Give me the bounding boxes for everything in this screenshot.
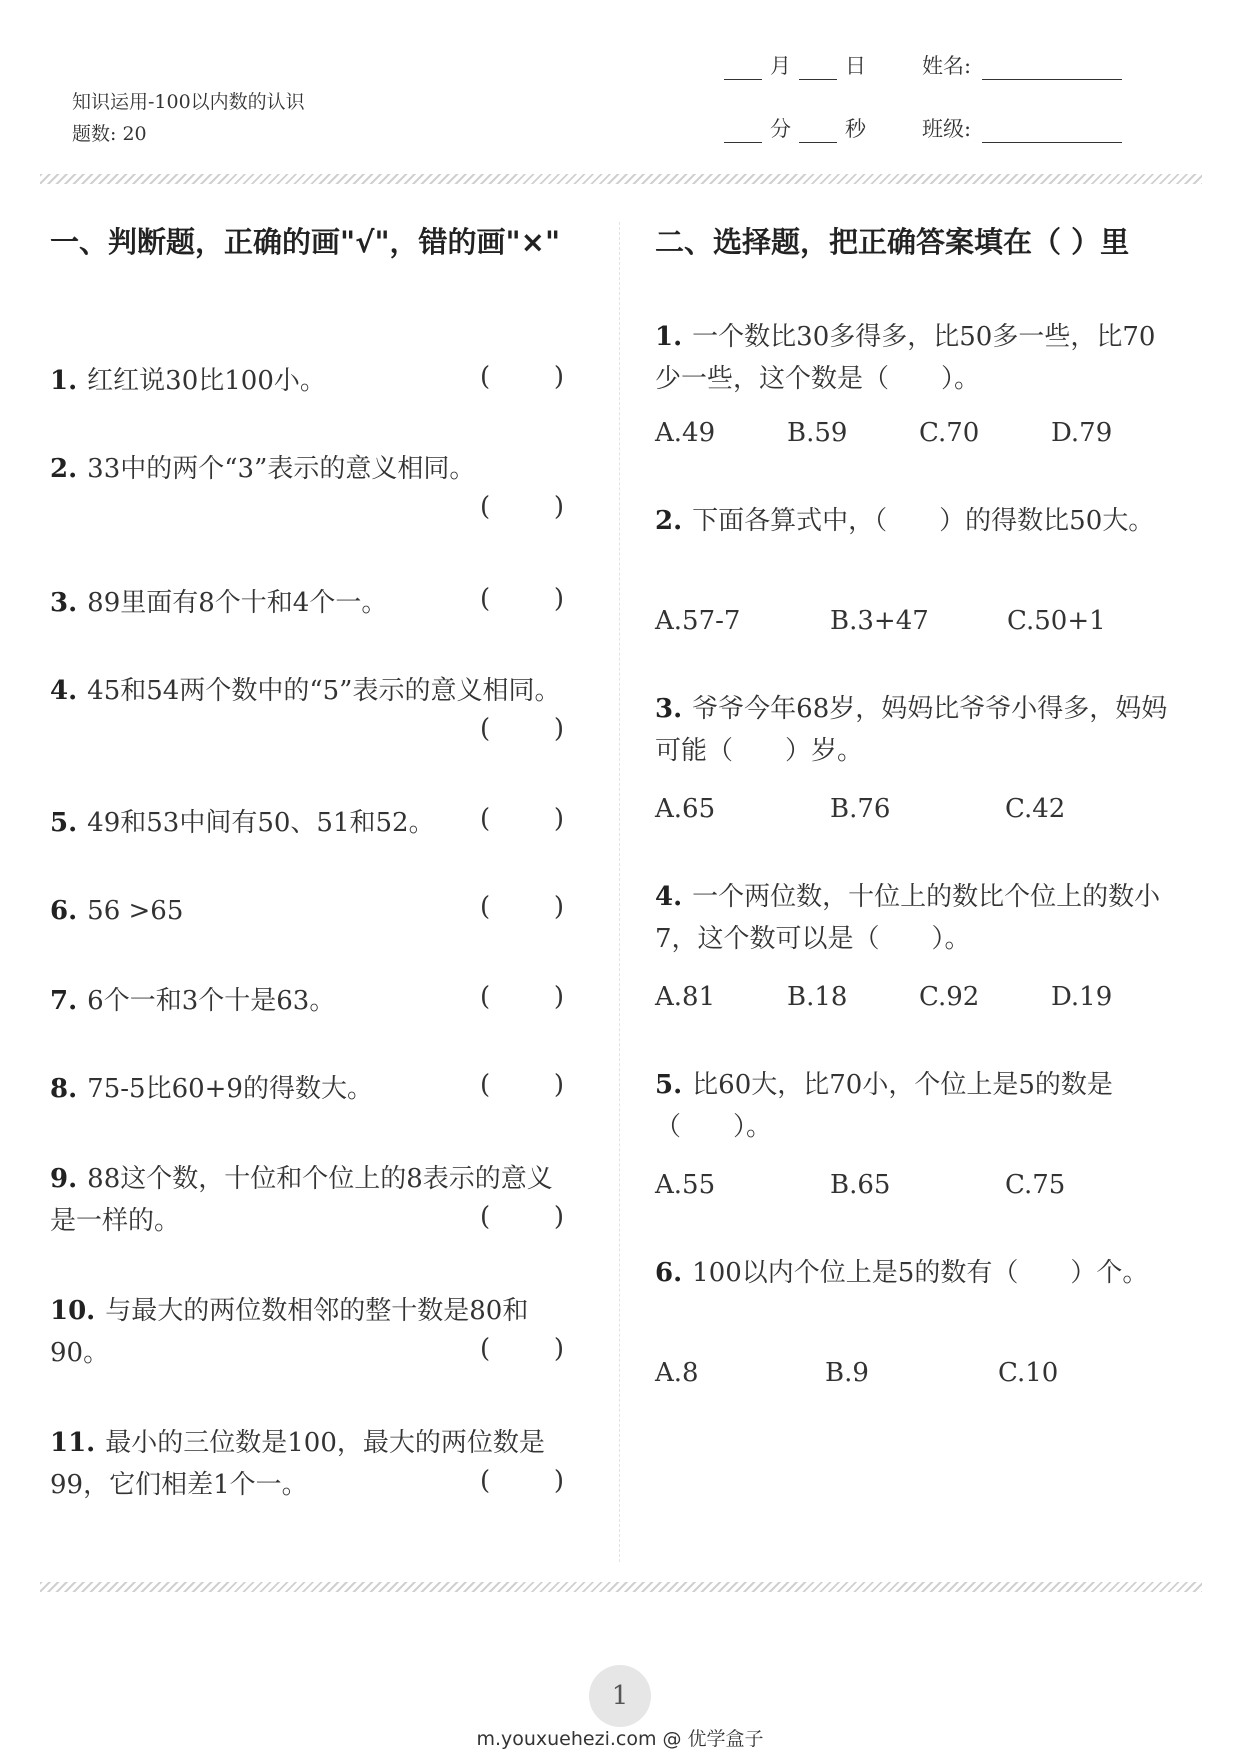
paren-open: ( (480, 1334, 491, 1364)
option-b[interactable]: B.59 (787, 418, 848, 448)
question-number: 5. (50, 808, 78, 838)
question-number: 9. (50, 1164, 78, 1194)
question-number: 7. (50, 986, 78, 1016)
time-row (724, 113, 874, 143)
question-number: 11. (50, 1428, 96, 1458)
question-count: 题数: 20 (72, 123, 147, 145)
paren-close: ) (553, 982, 564, 1012)
question-number: 2. (655, 506, 683, 536)
column-divider (619, 222, 620, 1562)
answer-parentheses[interactable] (480, 492, 564, 522)
option-c[interactable]: C.75 (1005, 1170, 1066, 1200)
paren-close: ) (553, 1334, 564, 1364)
date-row (724, 50, 874, 80)
paren-close: ) (553, 1070, 564, 1100)
paren-close: ) (553, 1202, 564, 1232)
option-d[interactable]: D.79 (1051, 418, 1113, 448)
question-text: 89里面有8个十和4个一。 (87, 588, 388, 618)
option-a[interactable]: A.81 (655, 982, 716, 1012)
question-text: 爷爷今年68岁，妈妈比爷爷小得多，妈妈可能（ ）岁。 (655, 694, 1168, 766)
choice-question-1 (655, 316, 1175, 400)
answer-parentheses[interactable] (480, 1070, 564, 1100)
footer-site: m.youxuehezi.com @ 优学盒子 (476, 1728, 764, 1750)
minute-label: 分 (770, 117, 791, 141)
answer-parentheses[interactable] (480, 892, 564, 922)
second-label: 秒 (845, 117, 866, 141)
paren-close: ) (553, 584, 564, 614)
question-text: 与最大的两位数相邻的整十数是80和90。 (50, 1296, 529, 1368)
option-a[interactable]: A.49 (655, 418, 716, 448)
question-number: 6. (50, 896, 78, 926)
question-text: 下面各算式中，（ ）的得数比50大。 (692, 506, 1155, 536)
paren-close: ) (553, 1466, 564, 1496)
choice-question-6 (655, 1252, 1175, 1294)
question-text: 一个两位数，十位上的数比个位上的数小7，这个数可以是（ ）。 (655, 882, 1161, 954)
minute-blank[interactable] (724, 120, 762, 143)
option-c[interactable]: C.10 (998, 1358, 1059, 1388)
question-text: 56 >65 (87, 896, 184, 926)
option-a[interactable]: A.65 (655, 794, 716, 824)
name-blank[interactable] (982, 57, 1122, 80)
paren-close: ) (553, 892, 564, 922)
option-d[interactable]: D.19 (1051, 982, 1113, 1012)
question-text: 6个一和3个十是63。 (87, 986, 336, 1016)
question-number: 3. (655, 694, 683, 724)
paren-open: ( (480, 1070, 491, 1100)
question-number: 1. (50, 366, 78, 396)
paren-open: ( (480, 492, 491, 522)
option-b[interactable]: B.9 (825, 1358, 869, 1388)
day-blank[interactable] (799, 57, 837, 80)
section2-title: 二、选择题，把正确答案填在（ ）里 (655, 225, 1130, 259)
day-label: 日 (845, 54, 866, 78)
question-text: 33中的两个“3”表示的意义相同。 (87, 454, 476, 484)
option-c[interactable]: C.92 (919, 982, 980, 1012)
question-number: 8. (50, 1074, 78, 1104)
option-a[interactable]: A.55 (655, 1170, 716, 1200)
answer-parentheses[interactable] (480, 982, 564, 1012)
question-text: 红红说30比100小。 (87, 366, 326, 396)
class-label: 班级: (922, 117, 972, 141)
choice-question-2 (655, 500, 1175, 542)
paren-close: ) (553, 362, 564, 392)
answer-parentheses[interactable] (480, 804, 564, 834)
question-text: 45和54两个数中的“5”表示的意义相同。 (87, 676, 561, 706)
question-text: 88这个数，十位和个位上的8表示的意义是一样的。 (50, 1164, 553, 1236)
class-blank[interactable] (982, 120, 1122, 143)
question-text: 一个数比30多得多，比50多一些，比70少一些，这个数是（ ）。 (655, 322, 1156, 394)
worksheet-title: 知识运用-100以内数的认识 (72, 91, 305, 113)
name-row (922, 50, 1122, 80)
answer-parentheses[interactable] (480, 1202, 564, 1232)
choice-question-4 (655, 876, 1175, 960)
judge-question-2 (50, 448, 578, 490)
answer-parentheses[interactable] (480, 714, 564, 744)
question-number: 2. (50, 454, 78, 484)
option-c[interactable]: C.70 (919, 418, 980, 448)
second-blank[interactable] (799, 120, 837, 143)
question-number: 10. (50, 1296, 96, 1326)
question-number: 4. (50, 676, 78, 706)
section-true-false (50, 220, 578, 264)
option-b[interactable]: B.76 (830, 794, 891, 824)
section1-title: 一、判断题，正确的画"√"，错的画"×" (50, 225, 561, 259)
paren-open: ( (480, 1202, 491, 1232)
class-row (922, 113, 1122, 143)
option-a[interactable]: A.57-7 (655, 606, 741, 636)
answer-parentheses[interactable] (480, 584, 564, 614)
question-number: 3. (50, 588, 78, 618)
paren-open: ( (480, 804, 491, 834)
question-text: 75-5比60+9的得数大。 (87, 1074, 373, 1104)
question-text: 100以内个位上是5的数有（ ）个。 (692, 1258, 1149, 1288)
page-number: 1 (589, 1665, 651, 1727)
paren-open: ( (480, 584, 491, 614)
question-text: 49和53中间有50、51和52。 (87, 808, 435, 838)
paren-open: ( (480, 714, 491, 744)
option-b[interactable]: B.65 (830, 1170, 891, 1200)
option-b[interactable]: B.18 (787, 982, 848, 1012)
paren-open: ( (480, 982, 491, 1012)
answer-parentheses[interactable] (480, 362, 564, 392)
option-c[interactable]: C.42 (1005, 794, 1066, 824)
question-number: 1. (655, 322, 683, 352)
paren-close: ) (553, 714, 564, 744)
worksheet-info (72, 86, 305, 150)
page-header (0, 0, 1240, 180)
question-number: 4. (655, 882, 683, 912)
question-text: 比60大，比70小，个位上是5的数是（ ）。 (655, 1070, 1113, 1142)
month-blank[interactable] (724, 57, 762, 80)
question-number: 5. (655, 1070, 683, 1100)
paren-close: ) (553, 492, 564, 522)
name-label: 姓名: (922, 54, 972, 78)
option-b[interactable]: B.3+47 (830, 606, 929, 636)
header-divider (40, 174, 1202, 184)
option-a[interactable]: A.8 (655, 1358, 699, 1388)
paren-open: ( (480, 1466, 491, 1496)
option-c[interactable]: C.50+1 (1007, 606, 1106, 636)
paren-open: ( (480, 892, 491, 922)
answer-parentheses[interactable] (480, 1334, 564, 1364)
footer-divider (40, 1582, 1202, 1592)
paren-open: ( (480, 362, 491, 392)
judge-question-4 (50, 670, 578, 712)
choice-question-5 (655, 1064, 1175, 1148)
section-multiple-choice (655, 220, 1175, 264)
paren-close: ) (553, 804, 564, 834)
choice-question-3 (655, 688, 1175, 772)
month-label: 月 (770, 54, 791, 78)
question-number: 6. (655, 1258, 683, 1288)
answer-parentheses[interactable] (480, 1466, 564, 1496)
question-text: 最小的三位数是100，最大的两位数是99，它们相差1个一。 (50, 1428, 545, 1500)
